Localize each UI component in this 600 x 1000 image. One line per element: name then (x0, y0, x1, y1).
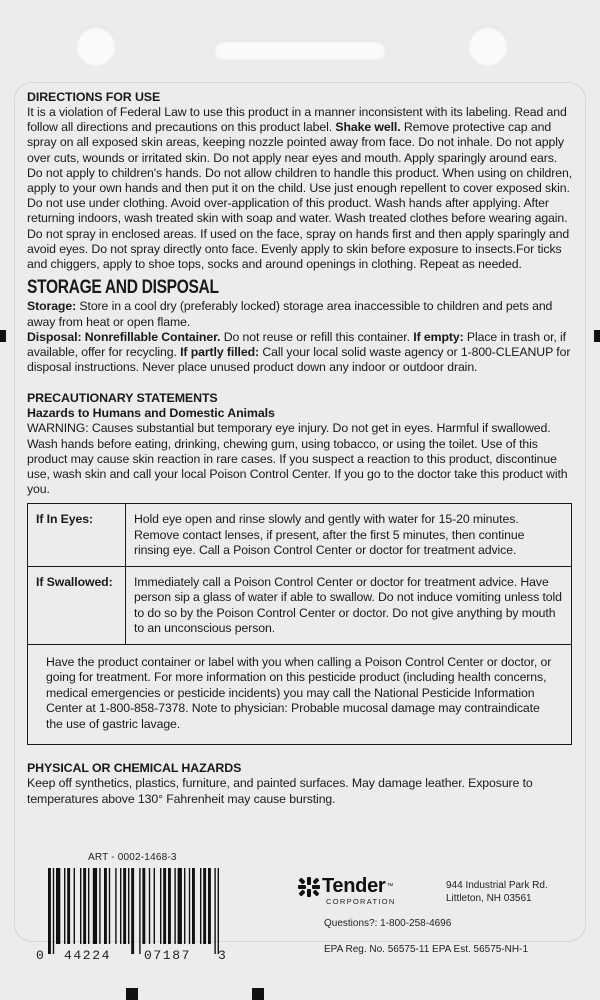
barcode-digits-left: 44224 (64, 948, 112, 963)
barcode-bar (189, 868, 190, 944)
barcode-bar (214, 868, 215, 954)
first-aid-text-eyes: Hold eye open and rinse slowly and gently with water for 15-20 minutes. Remove contact lenses, if present, after the first 5 minutes, then continue rinsing eye. Call a Poison Control Center or doctor for treatment advice. (126, 504, 572, 567)
hang-hole-left (76, 26, 116, 66)
barcode-bar (128, 868, 129, 944)
barcode-bar (203, 868, 206, 944)
first-aid-note: Have the product container or label with you when calling a Poison Control Center or doctor, or going for treatment. For more information on this pesticide product (including health concerns, medical emergencies or pesticide incidents) you may call the National Pesticide Information Center at 1-800-858-7378. Note to physician: Probable mucosal damage may contraindicate the use of gastric lavage. (28, 644, 572, 745)
epa-registration: EPA Reg. No. 56575-11 EPA Est. 56575-NH-1 (324, 944, 529, 955)
barcode-bar (174, 868, 175, 944)
if-empty-label: If empty: (413, 329, 464, 344)
directions-text (27, 105, 575, 272)
barcode-bar (74, 868, 75, 944)
physical-hazards-heading: PHYSICAL OR CHEMICAL HAZARDS (27, 761, 242, 776)
barcode-bar (104, 868, 107, 944)
first-aid-row-note (28, 644, 572, 745)
barcode-bar (115, 868, 116, 944)
brand-corporation: CORPORATION (326, 897, 396, 906)
barcode-bar (184, 868, 185, 944)
directions-text-lead: It is a violation of Federal Law to use this product in a manner inconsistent with its labeling. Read and follow all directions and precautions on this product label. (27, 105, 567, 135)
first-aid-row-eyes (28, 504, 572, 567)
barcode-bar (160, 868, 161, 944)
barcode-bar (93, 868, 97, 944)
barcode-bar (200, 868, 201, 944)
barcode-bar (48, 868, 51, 954)
disposal-body-3: Call your local solid waste agency or 1-800-CLEANUP for disposal instructions. Never place unused product down any indoor or outdoor drain. (27, 345, 571, 375)
storage-text (27, 299, 575, 329)
barcode-digit-first: 0 (36, 948, 46, 963)
directions-text-rest: Remove protective cap and spray on all exposed skin areas, keeping nozzle pointed away from face. Do not inhale. Do not apply over cuts, wounds or irritated skin. Do not apply near eyes and mouth. Apply sparingly around ears. Do not apply to children's hands. Do not allow children to handle this product. When using on children, apply to your own hands and then put it on the child. Use just enough repellent to cover exposed skin. Do not use under clothing. Avoid over-application of this product. Wash hands after applying. After returning indoors, wash treated skin with soap and water. Wash treated clothes before wearing again. Do not spray in enclosed areas. If used on the face, spray on hands first and then apply sparingly and avoid eyes. Do not spray directly onto face. Evenly apply to skin before exposure to insects.For ticks and chiggers, apply to shoe tops, socks and around openings in clothing. Repeat as needed. (27, 120, 573, 272)
warning-text: WARNING: Causes substantial but temporary eye injury. Do not get in eyes. Harmful if swallowed. Wash hands before eating, drinking, chewing gum, using tobacco, or using the toilet. Use of this product may cause skin reaction in rare cases. If you suspect a reaction to this product, discontinue use, wash skin and call your local Poison Control Center. If you go to the doctor take this product with you. (27, 421, 568, 497)
hang-slot (214, 40, 386, 60)
art-code: ART - 0002-1468-3 (88, 852, 177, 863)
barcode-bar (64, 868, 65, 944)
barcode-bar (154, 868, 155, 944)
barcode-bar (67, 868, 70, 944)
disposal-body-2: Place in trash or, if available, offer for recycling. (27, 329, 566, 360)
brand-tm: ™ (386, 883, 394, 890)
brand-address (446, 879, 548, 905)
directions-heading: DIRECTIONS FOR USE (27, 90, 161, 104)
first-aid-text-swallowed: Immediately call a Poison Control Center or doctor for treatment advice. Have person sip a glass of water if able to swallow. Do not induce vomiting unless told to do so by the Poison Control Center or doctor. Do not give anything by mouth to an unconscious person. (126, 566, 572, 644)
barcode-bar (80, 868, 81, 944)
address-line-2: Littleton, NH 03561 (446, 893, 532, 904)
registration-mark (252, 988, 264, 1000)
first-aid-label-swallowed: If Swallowed: (28, 566, 126, 644)
first-aid-row-swallowed (28, 566, 572, 644)
disposal-label: Disposal: Nonrefillable Container. (27, 329, 221, 344)
brand-logo (296, 875, 393, 898)
hang-hole-right (468, 26, 508, 66)
first-aid-table (27, 503, 572, 745)
disposal-text (27, 330, 575, 376)
barcode-digit-last: 3 (218, 948, 228, 963)
barcode-bar (218, 868, 219, 954)
barcode-bar (163, 868, 166, 944)
upc-barcode (48, 868, 228, 958)
questions-phone: Questions?: 1-800-258-4696 (324, 918, 452, 929)
label-text (27, 90, 575, 807)
physical-hazards-text: Keep off synthetics, plastics, furniture, and painted surfaces. May damage leather. Exposure to temperatures above 130° Fahrenheit may cause bursting. (27, 776, 533, 806)
barcode-bar (192, 868, 195, 944)
barcode-bar (99, 868, 100, 944)
disposal-body-1: Do not reuse or refill this container. (220, 329, 414, 344)
barcode-bar (120, 868, 121, 944)
barcode-bar (88, 868, 89, 944)
precautionary-heading: PRECAUTIONARY STATEMENTS (27, 391, 218, 406)
barcode-bar (131, 868, 134, 954)
barcode-bar (56, 868, 60, 944)
storage-label: Storage: (27, 299, 77, 314)
hazards-subheading: Hazards to Humans and Domestic Animals (27, 406, 275, 421)
tender-logo-icon (296, 876, 322, 898)
barcode-bar (53, 868, 54, 954)
brand-block (296, 875, 548, 906)
address-line-1: 944 Industrial Park Rd. (446, 880, 548, 891)
registration-mark (594, 330, 600, 342)
barcode-bar (178, 868, 182, 944)
storage-heading: STORAGE AND DISPOSAL (27, 277, 219, 299)
shake-well: Shake well. (335, 120, 401, 135)
barcode-bar (109, 868, 110, 944)
barcode-bar (139, 868, 140, 954)
if-partly-label: If partly filled: (180, 345, 260, 360)
barcode-bar (149, 868, 150, 944)
storage-body: Store in a cool dry (preferably locked) storage area inaccessible to children and pets and away from heat or open flame. (27, 299, 553, 329)
barcode-bar (168, 868, 171, 944)
brand-name: Tender (322, 875, 386, 897)
registration-mark (126, 988, 138, 1000)
barcode-bar (142, 868, 145, 944)
barcode-bar (123, 868, 126, 944)
barcode-bar (208, 868, 211, 944)
barcode-digits-right: 07187 (144, 948, 192, 963)
barcode-bar (83, 868, 86, 944)
first-aid-label-eyes: If In Eyes: (28, 504, 126, 567)
registration-mark (0, 330, 6, 342)
